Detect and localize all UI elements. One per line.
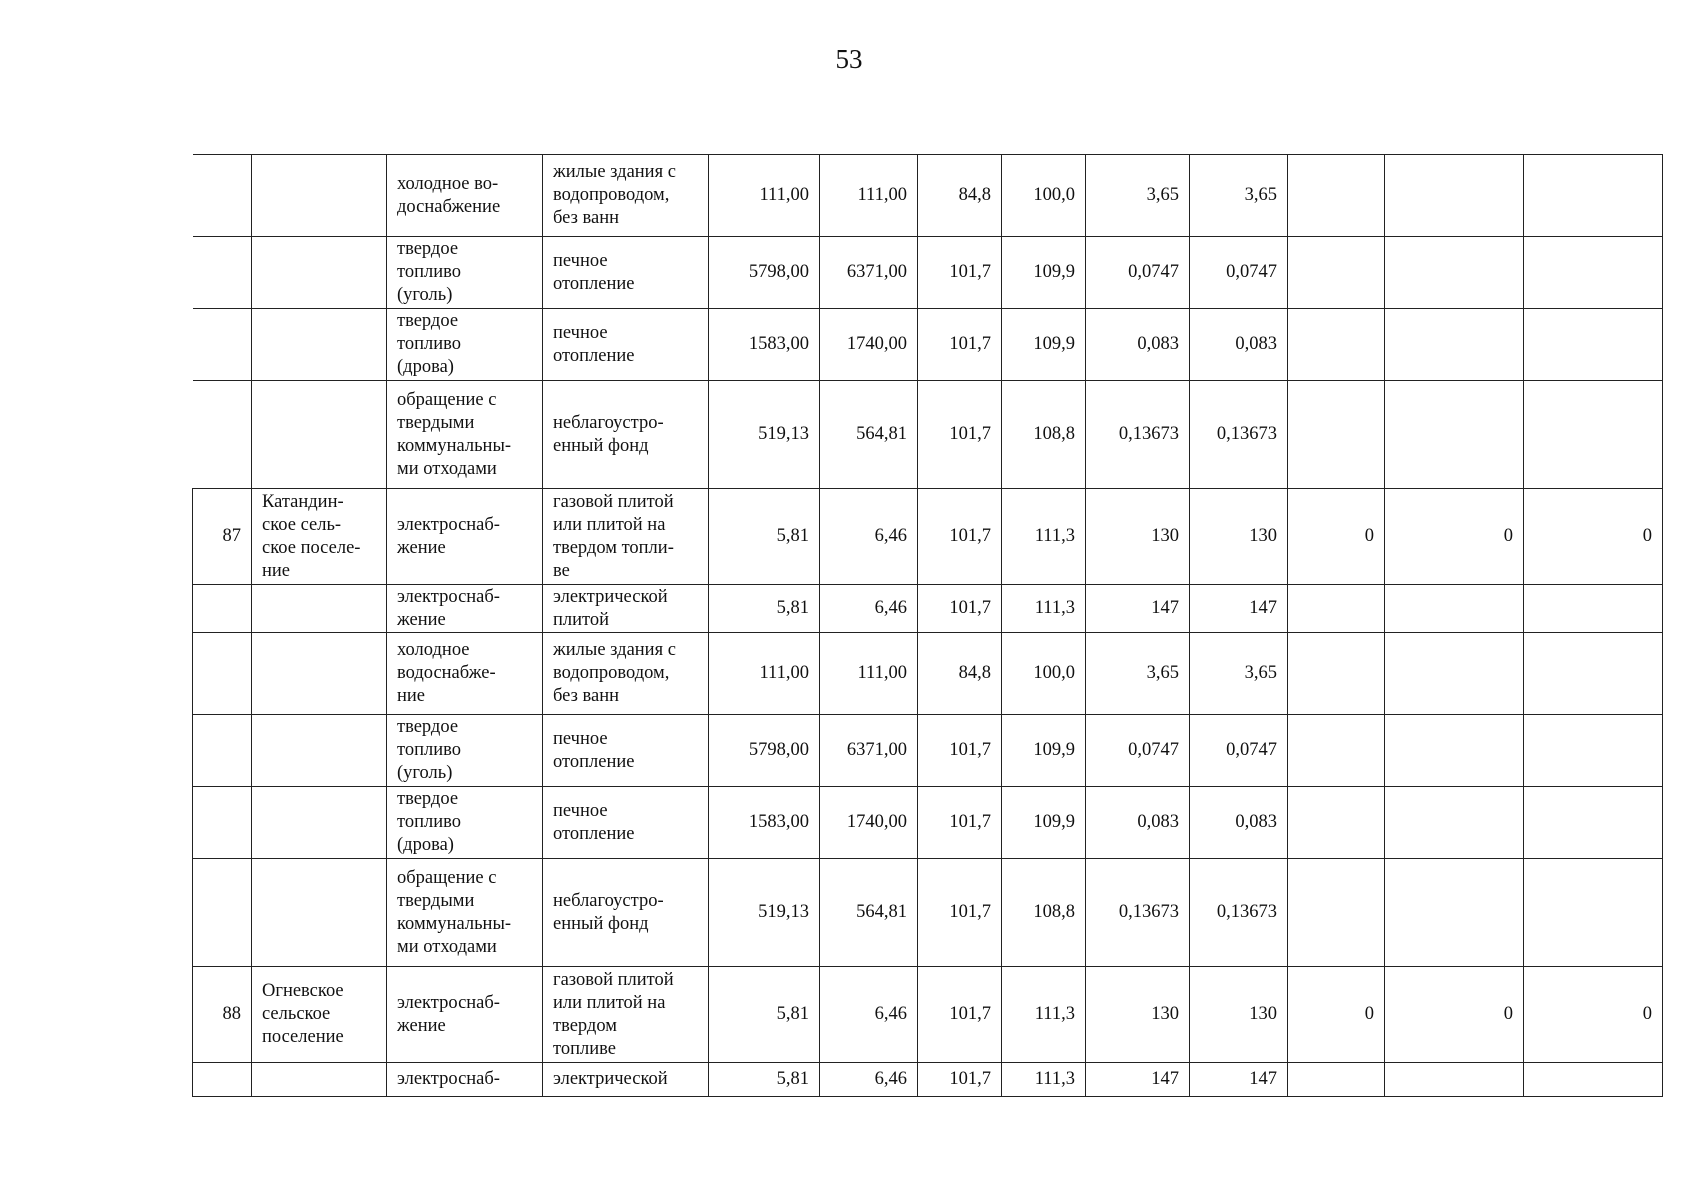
growth-pct-cell: 109,9	[1002, 237, 1086, 309]
table-row	[193, 787, 1663, 859]
tariff-prev-cell: 111,00	[709, 155, 820, 237]
consumer-category-cell: жилые здания с водопроводом, без ванн	[543, 633, 709, 715]
extra-value-cell	[1524, 633, 1663, 715]
norm-prev-cell: 147	[1086, 1063, 1190, 1097]
extra-value-cell	[1385, 633, 1524, 715]
growth-pct-cell: 109,9	[1002, 309, 1086, 381]
tariff-new-cell: 6,46	[820, 1063, 918, 1097]
settlement-name-cell	[252, 787, 387, 859]
consumer-category-cell: жилые здания с водопроводом, без ванн	[543, 155, 709, 237]
growth-pct-cell: 111,3	[1002, 489, 1086, 585]
norm-new-cell: 0,13673	[1190, 381, 1288, 489]
norm-new-cell: 130	[1190, 967, 1288, 1063]
extra-value-cell	[1524, 787, 1663, 859]
growth-pct-cell: 111,3	[1002, 967, 1086, 1063]
norm-prev-cell: 0,0747	[1086, 715, 1190, 787]
extra-value-cell	[1385, 309, 1524, 381]
tariff-new-cell: 111,00	[820, 155, 918, 237]
settlement-name-cell	[252, 309, 387, 381]
norm-new-cell: 130	[1190, 489, 1288, 585]
norm-prev-cell: 147	[1086, 585, 1190, 633]
norm-new-cell: 3,65	[1190, 155, 1288, 237]
extra-value-cell	[1385, 859, 1524, 967]
tariff-new-cell: 1740,00	[820, 787, 918, 859]
service-cell: холодное водоснабже- ние	[387, 633, 543, 715]
table-row	[193, 237, 1663, 309]
settlement-name-cell	[252, 381, 387, 489]
row-number-cell	[193, 381, 252, 489]
tariff-prev-cell: 111,00	[709, 633, 820, 715]
table-row	[193, 585, 1663, 633]
tariff-new-cell: 6371,00	[820, 715, 918, 787]
extra-value-cell	[1524, 1063, 1663, 1097]
growth-pct-cell: 109,9	[1002, 787, 1086, 859]
consumer-category-cell: неблагоустро- енный фонд	[543, 381, 709, 489]
extra-value-cell	[1288, 585, 1385, 633]
service-cell: электроснаб- жение	[387, 489, 543, 585]
extra-value-cell: 0	[1524, 489, 1663, 585]
index-pct-cell: 101,7	[918, 787, 1002, 859]
settlement-name-cell	[252, 237, 387, 309]
extra-value-cell	[1524, 309, 1663, 381]
extra-value-cell	[1288, 381, 1385, 489]
norm-prev-cell: 0,13673	[1086, 859, 1190, 967]
growth-pct-cell: 108,8	[1002, 859, 1086, 967]
index-pct-cell: 101,7	[918, 967, 1002, 1063]
extra-value-cell: 0	[1385, 967, 1524, 1063]
service-cell: электроснаб- жение	[387, 585, 543, 633]
table-row	[193, 309, 1663, 381]
tariff-prev-cell: 1583,00	[709, 309, 820, 381]
settlement-name-cell	[252, 715, 387, 787]
extra-value-cell	[1288, 715, 1385, 787]
tariff-new-cell: 111,00	[820, 633, 918, 715]
settlement-name-cell: Катандин- ское сель- ское поселе- ние	[252, 489, 387, 585]
consumer-category-cell: неблагоустро- енный фонд	[543, 859, 709, 967]
extra-value-cell	[1524, 237, 1663, 309]
table-row	[193, 715, 1663, 787]
service-cell: холодное во- доснабжение	[387, 155, 543, 237]
norm-prev-cell: 130	[1086, 489, 1190, 585]
tariff-prev-cell: 519,13	[709, 381, 820, 489]
norm-prev-cell: 130	[1086, 967, 1190, 1063]
index-pct-cell: 84,8	[918, 155, 1002, 237]
extra-value-cell: 0	[1288, 489, 1385, 585]
index-pct-cell: 101,7	[918, 237, 1002, 309]
tariff-new-cell: 1740,00	[820, 309, 918, 381]
service-cell: твердое топливо (дрова)	[387, 309, 543, 381]
extra-value-cell: 0	[1288, 967, 1385, 1063]
tariff-new-cell: 6,46	[820, 967, 918, 1063]
consumer-category-cell: печное отопление	[543, 309, 709, 381]
settlement-name-cell	[252, 585, 387, 633]
tariff-new-cell: 564,81	[820, 859, 918, 967]
tariff-prev-cell: 1583,00	[709, 787, 820, 859]
extra-value-cell: 0	[1524, 967, 1663, 1063]
tariff-new-cell: 6371,00	[820, 237, 918, 309]
extra-value-cell	[1385, 787, 1524, 859]
settlement-name-cell	[252, 633, 387, 715]
index-pct-cell: 84,8	[918, 633, 1002, 715]
consumer-category-cell: печное отопление	[543, 715, 709, 787]
extra-value-cell	[1288, 633, 1385, 715]
tariff-prev-cell: 5,81	[709, 1063, 820, 1097]
extra-value-cell	[1288, 859, 1385, 967]
norm-prev-cell: 3,65	[1086, 633, 1190, 715]
growth-pct-cell: 100,0	[1002, 633, 1086, 715]
row-number-cell	[193, 585, 252, 633]
service-cell: твердое топливо (уголь)	[387, 237, 543, 309]
tariff-prev-cell: 5,81	[709, 585, 820, 633]
norm-new-cell: 0,083	[1190, 309, 1288, 381]
extra-value-cell	[1288, 309, 1385, 381]
extra-value-cell	[1385, 381, 1524, 489]
table-row	[193, 381, 1663, 489]
extra-value-cell	[1288, 237, 1385, 309]
service-cell: твердое топливо (дрова)	[387, 787, 543, 859]
norm-prev-cell: 0,083	[1086, 787, 1190, 859]
row-number-cell	[193, 859, 252, 967]
row-number-cell	[193, 309, 252, 381]
extra-value-cell	[1288, 787, 1385, 859]
norm-prev-cell: 0,083	[1086, 309, 1190, 381]
index-pct-cell: 101,7	[918, 715, 1002, 787]
table-row	[193, 967, 1663, 1063]
norm-prev-cell: 0,0747	[1086, 237, 1190, 309]
service-cell: электроснаб-	[387, 1063, 543, 1097]
table-row	[193, 859, 1663, 967]
row-number-cell	[193, 155, 252, 237]
settlement-name-cell: Огневское сельское поселение	[252, 967, 387, 1063]
norm-new-cell: 3,65	[1190, 633, 1288, 715]
settlement-name-cell	[252, 1063, 387, 1097]
tariff-new-cell: 6,46	[820, 585, 918, 633]
page-number: 53	[835, 44, 863, 74]
consumer-category-cell: печное отопление	[543, 237, 709, 309]
growth-pct-cell: 108,8	[1002, 381, 1086, 489]
extra-value-cell	[1288, 1063, 1385, 1097]
growth-pct-cell: 111,3	[1002, 1063, 1086, 1097]
index-pct-cell: 101,7	[918, 381, 1002, 489]
extra-value-cell	[1524, 155, 1663, 237]
consumer-category-cell: электрической плитой	[543, 585, 709, 633]
norm-prev-cell: 3,65	[1086, 155, 1190, 237]
tariff-prev-cell: 5,81	[709, 967, 820, 1063]
settlement-name-cell	[252, 155, 387, 237]
norm-new-cell: 0,0747	[1190, 715, 1288, 787]
extra-value-cell: 0	[1385, 489, 1524, 585]
tariff-new-cell: 564,81	[820, 381, 918, 489]
table-row	[193, 489, 1663, 585]
service-cell: обращение с твердыми коммунальны- ми отходами	[387, 381, 543, 489]
norm-new-cell: 0,13673	[1190, 859, 1288, 967]
service-cell: обращение с твердыми коммунальны- ми отходами	[387, 859, 543, 967]
tariff-prev-cell: 5798,00	[709, 237, 820, 309]
growth-pct-cell: 111,3	[1002, 585, 1086, 633]
growth-pct-cell: 109,9	[1002, 715, 1086, 787]
index-pct-cell: 101,7	[918, 859, 1002, 967]
index-pct-cell: 101,7	[918, 585, 1002, 633]
table-row	[193, 633, 1663, 715]
table-row	[193, 155, 1663, 237]
extra-value-cell	[1288, 155, 1385, 237]
settlement-name-cell	[252, 859, 387, 967]
extra-value-cell	[1524, 715, 1663, 787]
norm-new-cell: 147	[1190, 585, 1288, 633]
extra-value-cell	[1385, 585, 1524, 633]
norm-new-cell: 0,0747	[1190, 237, 1288, 309]
tariff-prev-cell: 519,13	[709, 859, 820, 967]
tariff-new-cell: 6,46	[820, 489, 918, 585]
tariff-table	[192, 154, 1663, 1097]
extra-value-cell	[1524, 585, 1663, 633]
consumer-category-cell: печное отопление	[543, 787, 709, 859]
consumer-category-cell: электрической	[543, 1063, 709, 1097]
row-number-cell	[193, 715, 252, 787]
service-cell: электроснаб- жение	[387, 967, 543, 1063]
row-number-cell	[193, 237, 252, 309]
growth-pct-cell: 100,0	[1002, 155, 1086, 237]
consumer-category-cell: газовой плитой или плитой на твердом топли- ве	[543, 489, 709, 585]
row-number-cell: 88	[193, 967, 252, 1063]
extra-value-cell	[1385, 715, 1524, 787]
extra-value-cell	[1385, 237, 1524, 309]
norm-new-cell: 0,083	[1190, 787, 1288, 859]
tariff-prev-cell: 5,81	[709, 489, 820, 585]
service-cell: твердое топливо (уголь)	[387, 715, 543, 787]
extra-value-cell	[1385, 1063, 1524, 1097]
extra-value-cell	[1385, 155, 1524, 237]
row-number-cell	[193, 787, 252, 859]
consumer-category-cell: газовой плитой или плитой на твердом топливе	[543, 967, 709, 1063]
norm-new-cell: 147	[1190, 1063, 1288, 1097]
extra-value-cell	[1524, 859, 1663, 967]
index-pct-cell: 101,7	[918, 489, 1002, 585]
tariff-prev-cell: 5798,00	[709, 715, 820, 787]
row-number-cell	[193, 1063, 252, 1097]
extra-value-cell	[1524, 381, 1663, 489]
row-number-cell	[193, 633, 252, 715]
norm-prev-cell: 0,13673	[1086, 381, 1190, 489]
table-row	[193, 1063, 1663, 1097]
index-pct-cell: 101,7	[918, 1063, 1002, 1097]
index-pct-cell: 101,7	[918, 309, 1002, 381]
row-number-cell: 87	[193, 489, 252, 585]
